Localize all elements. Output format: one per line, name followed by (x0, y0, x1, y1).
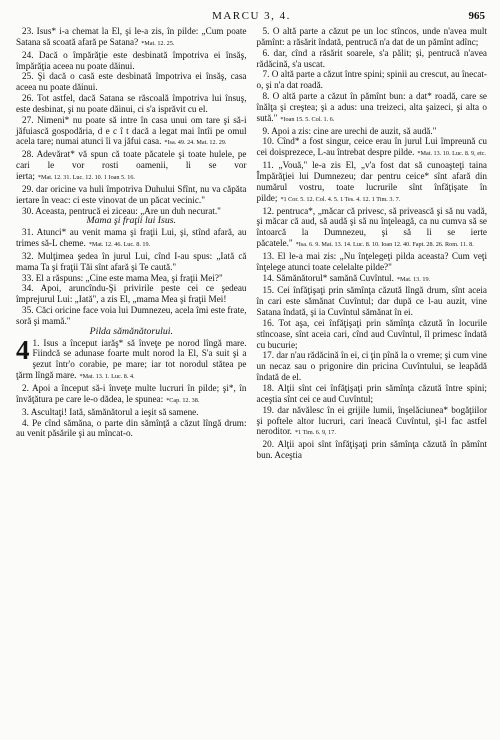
verse-number: 29. (22, 183, 34, 194)
verse-text: dar, cînd a răsărit soarele, s'a pălit; şi, pentrucă n'avea rădăcină, s'a uscat. (256, 47, 487, 69)
verse-number: 18. (262, 383, 274, 393)
verse-number: 25. (22, 71, 34, 82)
cross-reference: *Mat. 13. 1. Luc. 8. 4. (79, 373, 135, 381)
verse (16, 273, 247, 284)
verse-number: 10. (262, 136, 274, 147)
verse (16, 283, 247, 305)
cross-reference: *Isa. 6. 9. Mat. 13. 14. Luc. 8. 10. Ioan 12. 40. Fapt. 28. 26. Rom. 11. 8. (295, 241, 474, 249)
verse-number: 32. (22, 250, 34, 261)
verse-number: 31. (22, 227, 34, 238)
verse-number: 17. (262, 350, 274, 361)
verse-number: 24. (22, 49, 34, 60)
verse (16, 305, 247, 327)
verse (16, 71, 247, 93)
cross-reference: *Mat. 13. 10. Luc. 8. 9, etc. (417, 150, 486, 158)
verse-text: dar năvălesc în ei grijile lumii, înşelăciunea* bogăţiilor şi poftele altor lucruri, cari îneacă Cuvîntul, şi-l fac astfel neroditor. (256, 404, 488, 437)
verse-number: 2. (22, 383, 29, 393)
verse (16, 251, 247, 273)
verse-number: 9. (262, 125, 270, 136)
verse-text: dar n'au rădăcină în ei, ci ţin pînă la o vreme; şi cum vine un necaz sau o prigonire din pricina Cuvîntului, se leapădă îndată de el. (256, 350, 487, 383)
verse-text: Ascultaţi! Iată, sămănătorul a ieşit să samene. (30, 406, 199, 417)
verse (257, 91, 488, 126)
verse-number: 27. (22, 114, 34, 125)
cross-reference: *1 Cor. 5. 12. Col. 4. 5. 1 Tes. 4. 12. 1 Tim. 3. 7. (280, 195, 401, 203)
verse-text: El a răspuns: „Cine este mama Mea, şi fraţii Mei?" (35, 272, 223, 283)
verse-number: 8. (262, 91, 270, 102)
verse-text: Adevărat* vă spun că toate păcatele şi toate hulele, pe cari le vor rosti oamenii, li se vor ierta; (16, 149, 247, 181)
verse (257, 69, 488, 91)
verse-number: 13. (262, 250, 274, 261)
verse-number: 19. (262, 404, 274, 415)
verse (257, 285, 488, 318)
verse-number: 12. (262, 205, 274, 216)
cross-reference: *Cap. 12. 38. (166, 396, 200, 404)
chapter-number: 4 (16, 334, 30, 365)
verse (257, 251, 488, 273)
cross-reference: *Isa. 49. 24. Mat. 12. 29. (164, 139, 227, 147)
verse-number: 4. (22, 417, 29, 428)
verse-text: Alţii apoi sînt înfăţişaţi prin sămînţa căzută în pămînt bun. Aceştia (256, 439, 487, 461)
verse (257, 26, 488, 48)
verse (257, 126, 488, 137)
section-heading: Pilda sămănătorului. (89, 325, 173, 337)
verse-number: 11. (262, 160, 274, 171)
verse-number: 35. (22, 305, 34, 316)
verse-number: 14. (262, 272, 274, 283)
verse (16, 418, 247, 440)
verse-text: dar oricine va huli împotriva Duhului Sfînt, nu va căpăta iertare în veac: ci este vinovat de un păcat vecinic." (16, 183, 247, 205)
verse-number: 3. (22, 406, 29, 417)
verse (16, 26, 247, 50)
verse-text: Dacă o împărăţie este desbinată împotriva ei însăş, împărăţia aceea nu poate dăinui. (16, 49, 247, 71)
verse (16, 149, 247, 184)
verse-number: 6. (262, 47, 270, 58)
verse (257, 206, 488, 251)
verse (257, 350, 488, 383)
verse-text: pentruca*, „măcar că privesc, să privească şi să nu vadă, şi măcar că aud, să audă şi să nu înţeleagă, ca nu cumva să se întoarcă la Dumnezeu, şi să li se ierte păcatele." (256, 205, 488, 249)
verse-number: 1. (32, 337, 40, 348)
verse (16, 115, 247, 150)
running-title: MARCU 3, 4. (212, 10, 291, 22)
verse (16, 184, 247, 206)
verse (257, 273, 488, 286)
verse-number: 34. (22, 283, 34, 294)
verse-text: Sămănătorul* samănă Cuvîntul. (276, 272, 394, 283)
verse-text: Şi dacă o casă este desbinată împotriva ei însăş, casa aceea nu poate dăinui. (16, 71, 247, 93)
page-header (16, 8, 487, 26)
verse-number: 28. (22, 149, 34, 160)
verse (16, 227, 247, 251)
verse-text: Căci oricine face voia lui Dumnezeu, acela îmi este frate, soră şi mamă." (16, 305, 247, 326)
section-heading: Mama şi fraţii lui Isus. (86, 215, 177, 227)
verse-number: 30. (22, 205, 34, 216)
cross-reference: *Mat. 12. 25. (141, 39, 175, 47)
verse-number: 16. (262, 317, 274, 328)
verse-text: O altă parte a căzut pe un loc stîncos, unde n'avea mult pămînt: a răsărit îndată, pentrucă n'a dat de un pămînt adînc; (256, 26, 487, 47)
verse (16, 50, 247, 72)
verse-text: Atunci* au venit mama şi fraţii Lui, şi, stînd afară, au trimes să-L cheme. (16, 227, 247, 249)
cross-reference: *Mat. 13. 19. (396, 275, 431, 283)
cross-reference: *Ioan 15. 5. Col. 1. 6. (280, 115, 335, 123)
verse-text: Isus* i-a chemat la El, şi le-a zis, în pilde: „Cum poate Satana să scoată afară pe Satana? (16, 26, 247, 47)
verse-text: El le-a mai zis: „Nu înţelegeţi pilda aceasta? Cum veţi înţelege atunci toate celelalte pilde?" (256, 250, 487, 272)
cross-reference: *Mat. 12. 31. Luc. 12. 10. 1 Ioan 5. 16. (37, 173, 135, 181)
verse-text: Cei înfăţişaţi prin sămînţa căzută lîngă drum, sînt aceia în cari este sămănat Cuvîntul; dar după ce l-au auzit, vine Satana îndată, şi ia Cuvîntul sămănat în ei. (256, 285, 487, 318)
verse-number: 5. (262, 26, 270, 36)
verse-text: O altă parte a căzut între spini; spinii au crescut, au înecat-o, şi n'a dat roadă. (256, 69, 487, 91)
verse-text: Pe cînd sămăna, o parte din sămînţă a căzut lîngă drum: au venit păsările şi au mîncat-o. (16, 417, 247, 439)
verse-text: Mulţimea şedea în jurul Lui, cînd I-au spus: „Iată că mama Ta şi fraţii Tăi sînt afară şi Te caută." (16, 250, 247, 272)
verse-text: Apoi a început să-i înveţe multe lucruri în pilde; şi*, în învăţătura pe care le-o dădea, le spunea: (16, 383, 247, 404)
verse-text: Tot aşa, cei înfăţişaţi prin sămînţa căzută în locurile stîncoase, sînt aceia cari, cînd aud Cuvîntul, îl primesc îndată cu bucurie; (256, 317, 487, 350)
text-columns (16, 26, 487, 461)
verse (257, 48, 488, 70)
verse-text: Tot astfel, dacă Satana se răscoală împotriva lui însuş, este desbinat, şi nu poate dăinui, ci s'a isprăvit cu el. (16, 93, 247, 114)
verse (16, 93, 247, 115)
verse-number: 15. (262, 285, 274, 296)
verse-number: 26. (22, 93, 34, 104)
page-number: 965 (468, 10, 485, 22)
verse (16, 383, 247, 407)
right-column (257, 26, 488, 461)
verse-text: O altă parte a căzut în pămînt bun: a dat* roadă, care se înălţa şi creştea; şi a adus: una treizeci, alta şaizeci, şi alta o sută." (256, 91, 487, 123)
verse (257, 160, 488, 205)
verse-text: Apoi a zis: cine are urechi de auzit, să audă." (271, 125, 437, 136)
verse-number: 33. (22, 272, 34, 283)
cross-reference: *1 Tim. 6. 9, 17. (294, 429, 336, 437)
verse-text: Apoi, aruncîndu-Şi privirile peste cei ce şedeau împrejurul Lui: „Iată", a zis El, „mama Mea şi fraţii Mei! (16, 283, 247, 305)
cross-reference: *Mat. 12. 46. Luc. 8. 19. (88, 241, 151, 249)
verse (257, 318, 488, 351)
verse-text: Isus a început iarăş* să înveţe pe norod lîngă mare. Fiindcă se adunase foarte mult norod la El, S'a suit şi a şezut într'o corabie, pe mare; iar tot norodul stătea pe ţărm lîngă mare. (16, 337, 247, 381)
verse (16, 407, 247, 418)
verse-text: Aceasta, pentrucă ei ziceau: „Are un duh necurat." (35, 205, 221, 216)
verse (257, 439, 488, 461)
verse-text: Cînd* a fost singur, ceice erau în jurul Lui împreună cu cei doisprezece, L-au întrebat despre pilde. (256, 136, 488, 158)
verse (257, 136, 488, 160)
verse (257, 405, 488, 440)
verse-number: 7. (262, 69, 270, 80)
verse-number: 23. (22, 26, 34, 36)
verse (257, 383, 488, 405)
verse-number: 20. (262, 439, 274, 450)
chapter-start (16, 334, 247, 383)
verse-text: „Vouă," le-a zis El, „v'a fost dat să cunoaşteţi taina Împărăţiei lui Dumnezeu; dar pentru ceice* sînt afară din numărul vostru, toate lucrurile sînt înfăţişate în pilde; (256, 160, 487, 203)
verse-text: Alţii sînt cei înfăţişaţi prin sămînţa căzută între spini; aceştia sînt cei ce aud Cuvîntul; (256, 383, 487, 404)
verse-text: Nimeni* nu poate să intre în casa unui om tare şi să-i jăfuiască gospodăria, d e c î t dacă a legat mai întîi pe omul acela tare; numai atunci îi va jăfui casa. (16, 114, 247, 147)
left-column (16, 26, 247, 461)
